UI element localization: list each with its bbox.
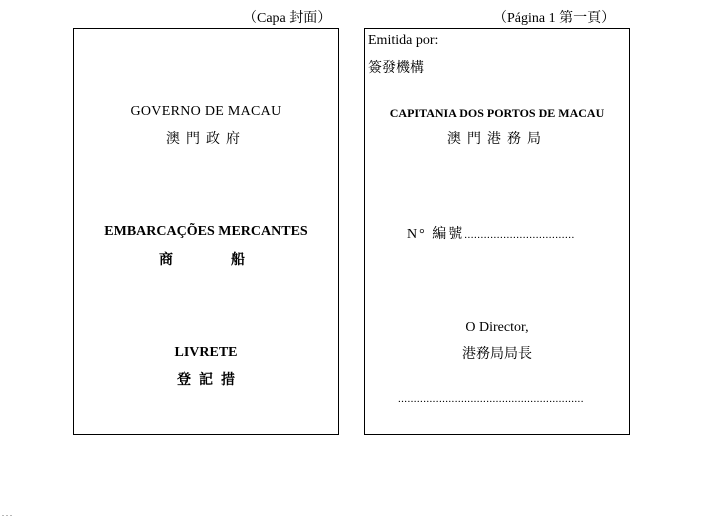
corner-mark: . . . (2, 509, 12, 518)
government-title: GOVERNO DE MACAU (130, 104, 282, 119)
issued-by-label: Emitida por: (368, 33, 439, 48)
government-title-chinese: 澳門政府 (166, 131, 246, 147)
signature-blank: ........................................................... (398, 393, 584, 405)
registration-number-blank: .................................. (464, 229, 575, 241)
vessel-type-title: EMBARCAÇÕES MERCANTES (104, 224, 308, 239)
authority-title: CAPITANIA DOS PORTOS DE MACAU (389, 106, 605, 120)
registration-number-line (407, 223, 575, 243)
cover-caption: （Capa 封面） (243, 11, 332, 26)
booklet-title-chinese: 登記措 (177, 372, 243, 388)
authority-title-chinese: 澳門港務局 (447, 131, 547, 147)
cover-panel (73, 28, 339, 435)
issued-by-label-chinese: 簽發機構 (368, 60, 424, 76)
page1-panel (364, 28, 630, 435)
booklet-title: LIVRETE (174, 345, 238, 360)
vessel-type-chinese: 商船 (159, 252, 303, 268)
director-label: O Director, (465, 320, 529, 335)
page1-caption: （Página 1 第一頁） (493, 11, 616, 26)
director-label-chinese: 港務局局長 (462, 346, 532, 362)
registration-number-label: N° 編號 (407, 227, 465, 242)
